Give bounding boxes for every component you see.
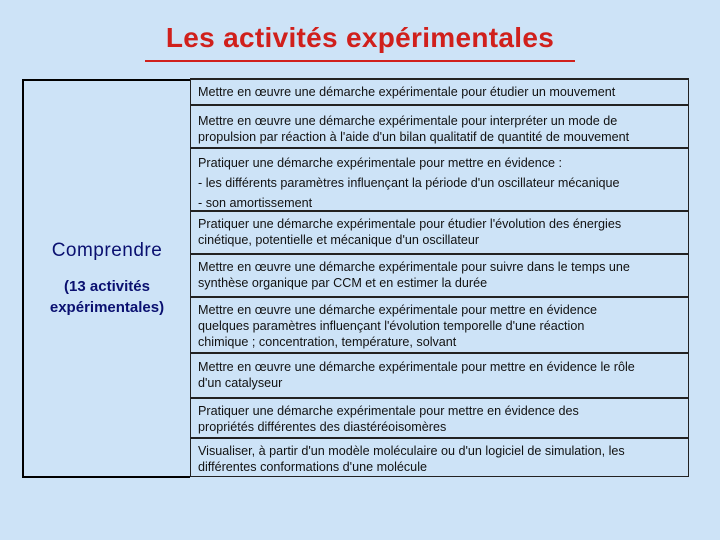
title-underline [145, 60, 575, 62]
activity-text: propriétés différentes des diastéréoisomères [198, 420, 447, 434]
activity-text: Mettre en œuvre une démarche expérimentale pour mettre en évidence [198, 303, 598, 317]
category-count-line1: (13 activités [64, 278, 150, 295]
category-label [26, 240, 188, 318]
activity-text: Pratiquer une démarche expérimentale pour mettre en évidence : [198, 156, 563, 170]
activity-row [190, 254, 689, 297]
activity-text: Mettre en œuvre une démarche expérimentale pour étudier un mouvement [198, 85, 616, 99]
category-count-line2: expérimentales) [49, 299, 165, 316]
activity-row [190, 438, 689, 477]
activity-text: Pratiquer une démarche expérimentale pour étudier l'évolution des énergies [198, 217, 622, 231]
activity-row [190, 211, 689, 254]
activity-text: différentes conformations d'une molécule [198, 460, 427, 474]
activity-text: synthèse organique par CCM et en estimer la durée [198, 276, 488, 290]
activity-row [190, 78, 689, 105]
activity-text: Mettre en œuvre une démarche expérimentale pour interpréter un mode de [198, 114, 618, 128]
category-count [26, 276, 188, 318]
activity-text: cinétique, potentielle et mécanique d'un oscillateur [198, 233, 480, 247]
activity-text: d'un catalyseur [198, 376, 283, 390]
page-title: Les activités expérimentales [165, 22, 555, 53]
activity-text: - son amortissement [198, 196, 313, 210]
activity-row [190, 398, 689, 438]
activity-text: Pratiquer une démarche expérimentale pour mettre en évidence des [198, 404, 579, 418]
activity-text: Mettre en œuvre une démarche expérimentale pour mettre en évidence le rôle [198, 360, 635, 374]
activity-text: propulsion par réaction à l'aide d'un bilan qualitatif de quantité de mouvement [198, 130, 630, 144]
activity-text: chimique ; concentration, température, solvant [198, 335, 457, 349]
activity-text: - les différents paramètres influençant la période d'un oscillateur mécanique [198, 176, 620, 190]
activity-text: quelques paramètres influençant l'évolution temporelle d'une réaction [198, 319, 585, 333]
category-title: Comprendre [51, 240, 163, 261]
activity-row [190, 297, 689, 353]
activity-text: Visualiser, à partir d'un modèle moléculaire ou d'un logiciel de simulation, les [198, 444, 625, 458]
activity-text: Mettre en œuvre une démarche expérimentale pour suivre dans le temps une [198, 260, 630, 274]
activities-table [190, 78, 689, 477]
activity-row [190, 105, 689, 148]
activity-row [190, 148, 689, 211]
activity-row [190, 353, 689, 398]
